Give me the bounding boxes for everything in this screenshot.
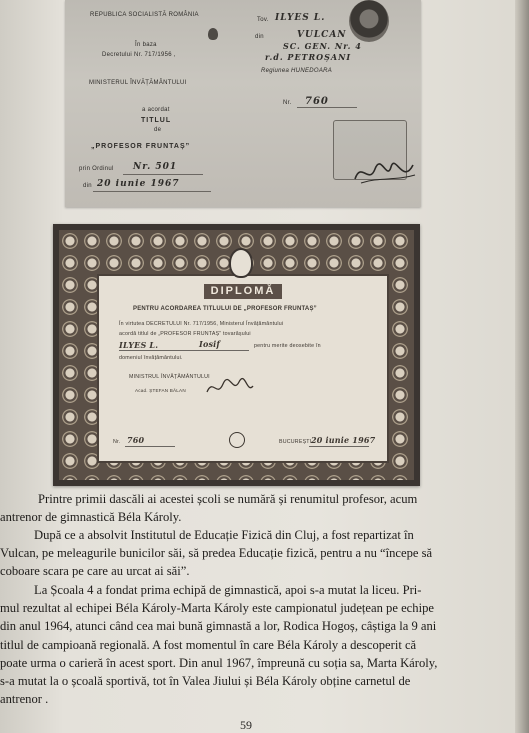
diploma-handwritten: Iosif xyxy=(199,339,221,349)
doc-text: Regiunea HUNEDOARA xyxy=(261,68,333,74)
page-number: 59 xyxy=(240,718,252,732)
doc-handwritten: SC. GEN. Nr. 4 xyxy=(283,41,362,51)
diploma-line: PENTRU ACORDAREA TITLULUI DE „PROFESOR FRUNTAȘ” xyxy=(133,306,317,312)
text-line: După ce a absolvit Institutul de Educație Fizică din Cluj, a fost repartizat în xyxy=(34,528,414,542)
diploma-line: BUCUREȘTI xyxy=(279,439,312,445)
emblem-icon xyxy=(229,432,245,448)
doc-text: TITLUL xyxy=(141,117,172,124)
doc-handwritten: 760 xyxy=(305,96,329,107)
doc-text: prin Ordinul xyxy=(79,166,114,172)
diploma-line: Nr. xyxy=(113,439,121,445)
seal-image xyxy=(349,0,389,42)
emblem-icon xyxy=(229,248,253,278)
doc-handwritten: Nr. 501 xyxy=(133,162,178,172)
divider xyxy=(309,446,369,447)
doc-text: MINISTERUL ÎNVĂȚĂMÂNTULUI xyxy=(89,80,187,86)
doc-text: de xyxy=(154,127,162,133)
text-line: antrenor de gimnastică Béla Károly. xyxy=(0,510,182,524)
text-line: poate urma o carieră în acest sport. Din anul 1967, împreună cu soția sa, Marta Károly, xyxy=(0,656,438,670)
doc-text: REPUBLICA SOCIALISTĂ ROMÂNIA xyxy=(90,12,199,18)
diploma-photo xyxy=(53,224,420,486)
doc-handwritten: r.d. PETROȘANI xyxy=(265,52,352,62)
doc-handwritten: ILYES L. xyxy=(275,13,326,23)
text-line: antrenor . xyxy=(0,692,49,706)
doc-text: din xyxy=(83,183,92,189)
signature-image xyxy=(205,376,255,400)
diploma-line: pentru merite deosebite în xyxy=(254,343,321,349)
doc-text: Tov. xyxy=(257,17,269,23)
document-photo xyxy=(65,0,421,207)
doc-handwritten: 20 iunie 1967 xyxy=(97,179,180,189)
diploma-line: Acad. ȘTEFAN BĂLAN xyxy=(135,388,186,393)
signature-image xyxy=(351,155,421,189)
text-line: s-a mutat la o școală sportivă, tot în Valea Jiului și Béla Károly obține carnetul de xyxy=(0,674,411,688)
diploma-line: În virtutea DECRETULUI Nr. 717/1956, Ministerul Învățământului xyxy=(119,321,284,327)
diploma-line: domeniul învățământului. xyxy=(119,355,183,361)
diploma-handwritten: ILYES L. xyxy=(119,340,159,350)
text-line: titlul de campioană regională. A fost momentul în care Béla Károly a descoperit că xyxy=(0,638,417,652)
doc-text: În baza xyxy=(135,42,157,48)
text-line: mul rezultat al echipei Béla Károly-Marta Károly este campionatul județean pe echipe xyxy=(0,601,434,615)
text-line: din anul 1964, atunci când cea mai bună gimnastă a lor, Rodica Hogoș, câștiga la 9 ani xyxy=(0,619,437,633)
doc-text: „PROFESOR FRUNTAȘ” xyxy=(91,143,191,150)
doc-handwritten: VULCAN xyxy=(297,30,347,40)
doc-text: Decretului Nr. 717/1956 , xyxy=(102,52,176,58)
diploma-handwritten: 20 iunie 1967 xyxy=(311,435,376,445)
divider xyxy=(123,174,203,175)
diploma-certificate xyxy=(97,274,389,463)
text-line: Printre primii dascăli ai acestei școli se numără și renumitul profesor, acum xyxy=(38,492,418,506)
diploma-line: MINISTRUL ÎNVĂȚĂMÂNTULUI xyxy=(129,374,210,380)
doc-text: Nr. xyxy=(283,100,292,106)
divider xyxy=(297,107,357,108)
text-line: La Școala 4 a fondat prima echipă de gimnastică, apoi s-a mutat la liceu. Pri- xyxy=(34,583,422,597)
text-line: coboare scara pe care au urcat ai săi”. xyxy=(0,564,190,578)
text-line: Vulcan, pe meleagurile bunicilor săi, să predea Educație fizică, pentru a nu “începe să xyxy=(0,546,433,560)
doc-text: a acordat xyxy=(142,107,170,113)
divider xyxy=(93,191,211,192)
diploma-line: acordă titlul de „PROFESOR FRUNTAȘ” tovarășului xyxy=(119,331,251,337)
diploma-handwritten: 760 xyxy=(127,435,145,445)
divider xyxy=(119,350,249,351)
book-spine-shadow xyxy=(515,0,529,733)
doc-text: din xyxy=(255,34,264,40)
divider xyxy=(125,446,175,447)
crest-icon xyxy=(208,28,218,40)
diploma-title: DIPLOMĂ xyxy=(204,284,282,299)
